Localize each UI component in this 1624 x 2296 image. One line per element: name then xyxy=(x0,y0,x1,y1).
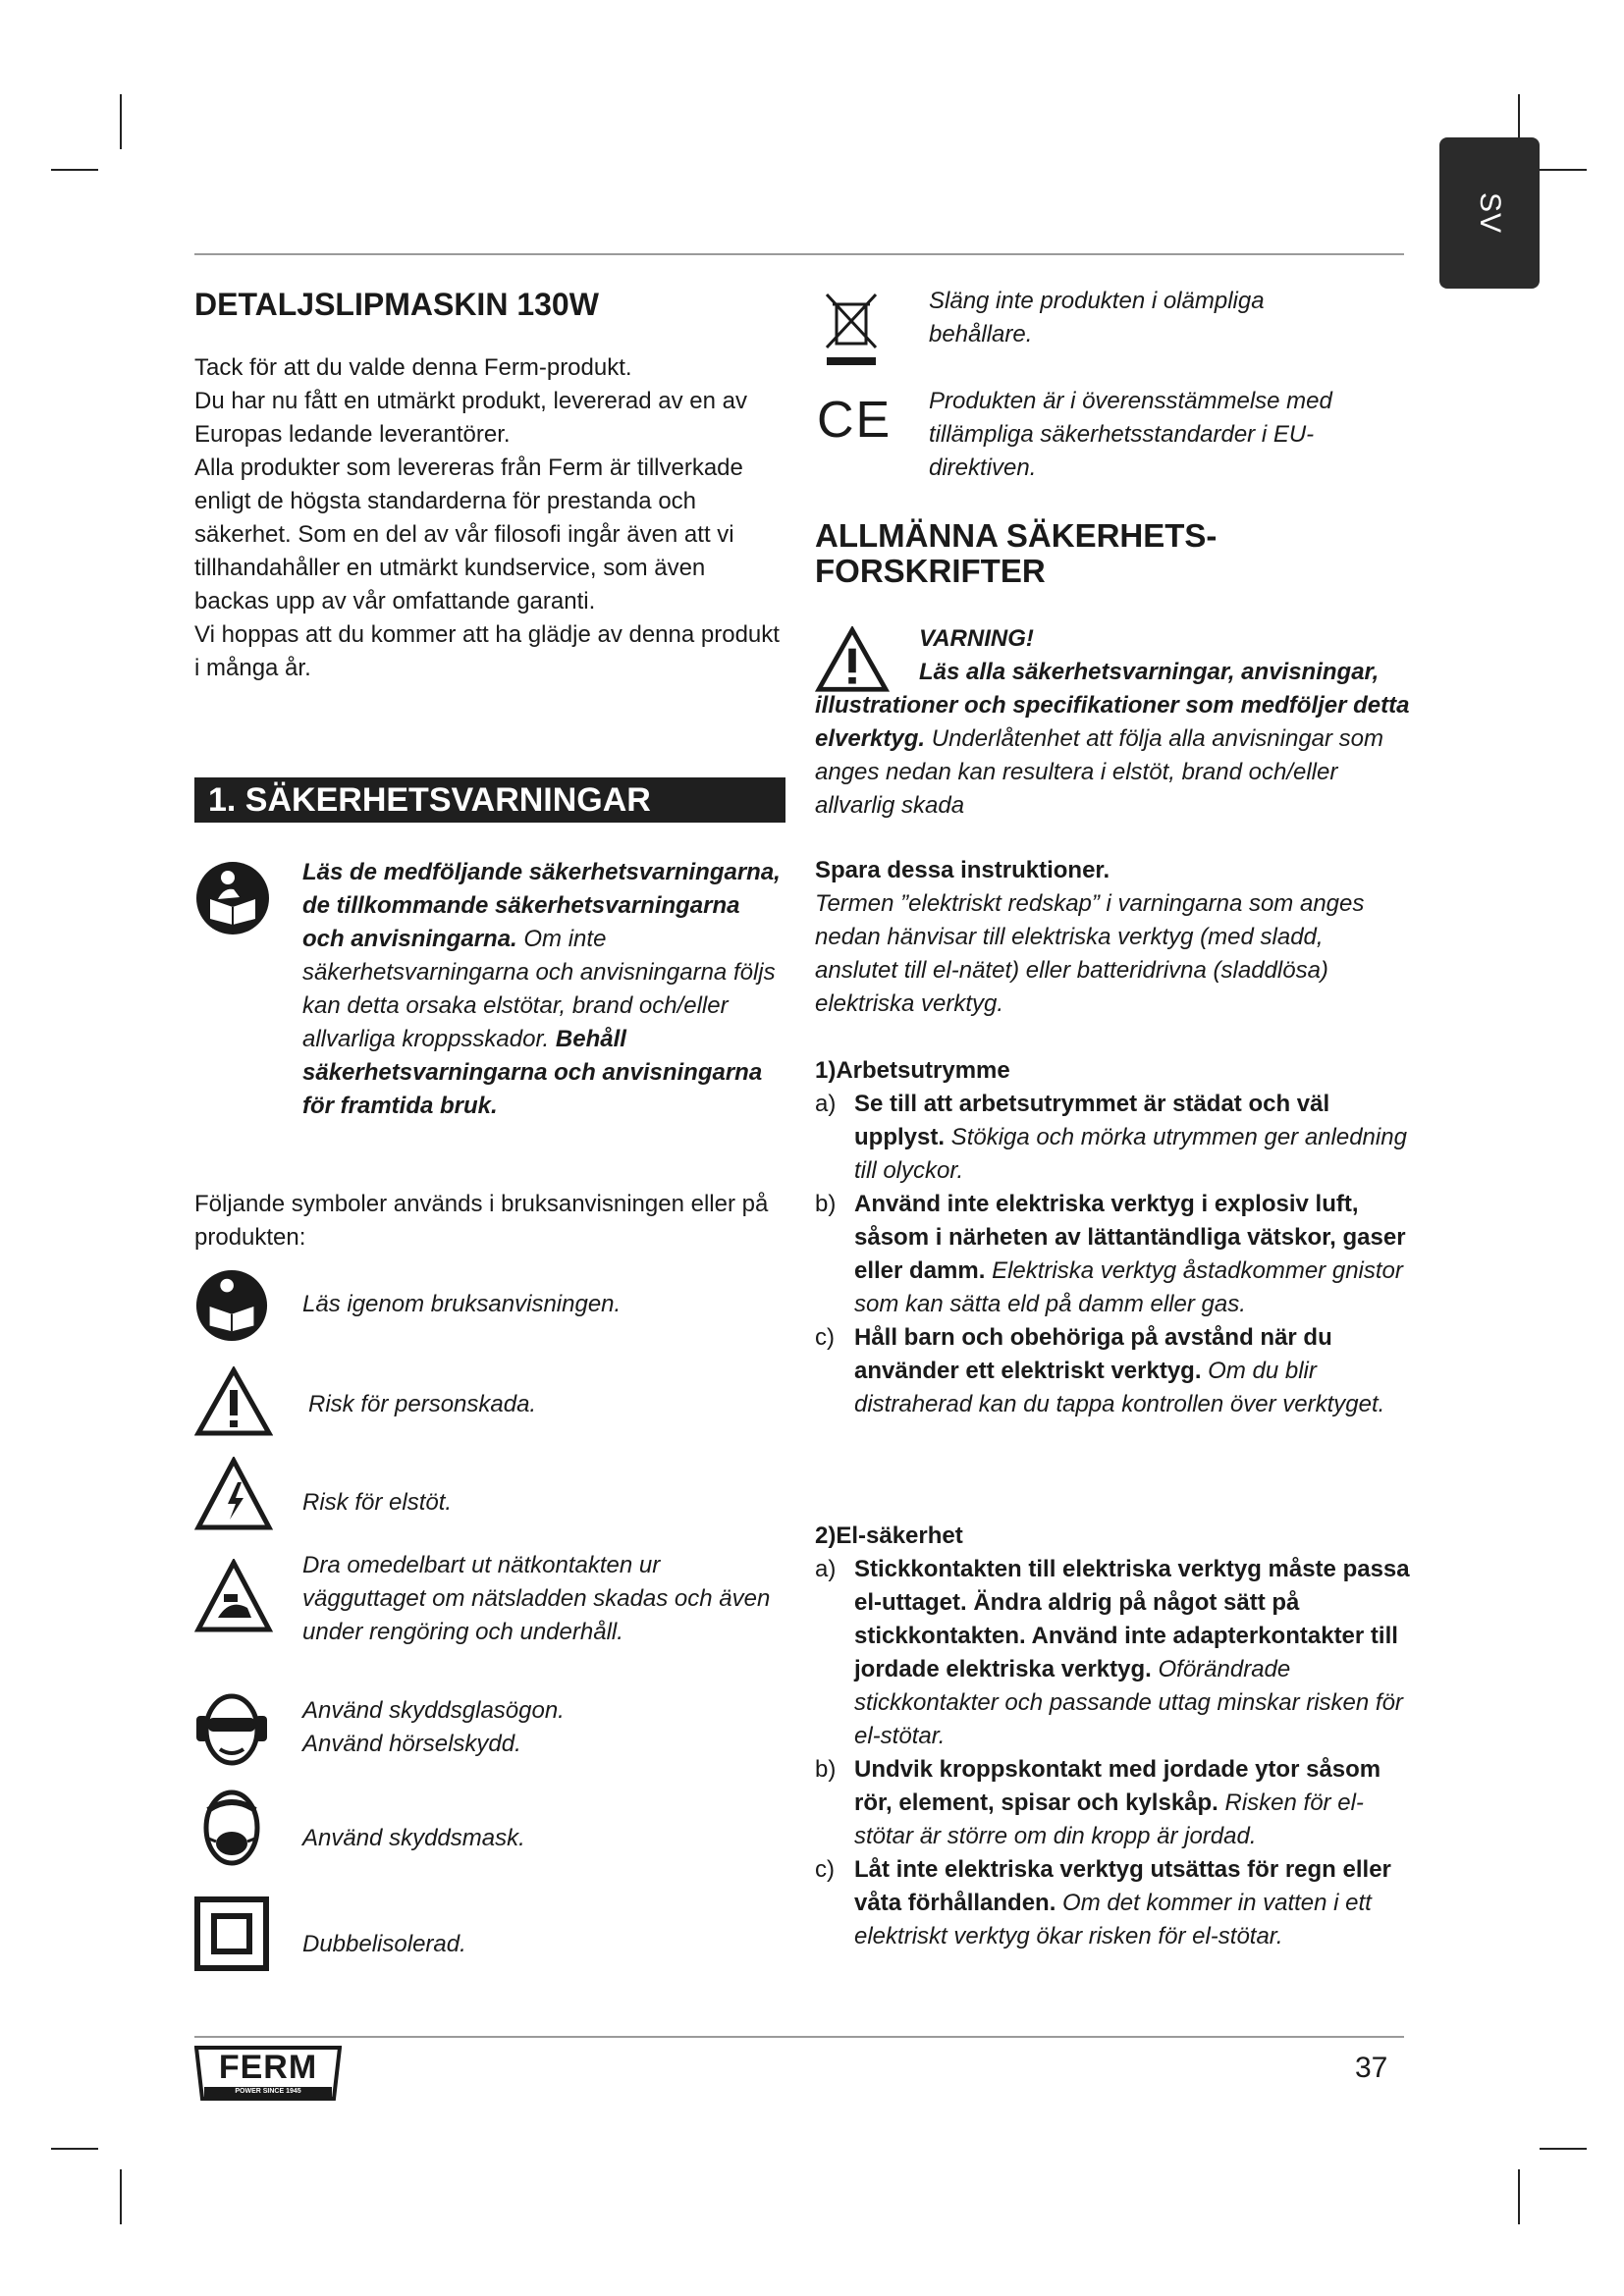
disposal-text: Släng inte produkten i olämpliga behållare. xyxy=(929,288,1265,347)
goggles-ear-protection-icon xyxy=(194,1688,269,1769)
electrical-safety-section xyxy=(815,1520,1410,1953)
read-manual-icon xyxy=(194,860,271,936)
read-block-italic: Om inte säkerhetsvarningarna och anvisningarna följs kan detta orsaka elstötar, brand och/eller allvarliga kroppsskador. xyxy=(302,926,776,1052)
list-item xyxy=(815,1853,1410,1953)
general-safety-heading-line1: ALLMÄNNA SÄKERHETS- xyxy=(815,517,1218,554)
symbol-text: Risk för elstöt. xyxy=(302,1489,453,1516)
dust-mask-icon xyxy=(194,1787,269,1871)
warning-triangle-icon xyxy=(194,1366,273,1437)
work-area-title: 1)Arbetsutrymme xyxy=(815,1057,1010,1084)
crop-mark xyxy=(51,169,98,171)
symbols-intro-text: Följande symboler används i bruksanvisningen eller på produkten: xyxy=(194,1191,769,1251)
list-item-label: a) xyxy=(815,1091,837,1117)
list-item-label: b) xyxy=(815,1756,837,1783)
list-item-bold: Använd inte elektriska verktyg i explosiv luft, såsom i närheten av lättantändliga vätskor, gaser eller damm. xyxy=(854,1191,1406,1284)
ce-text: Produkten är i överensstämmelse med tillämpliga säkerhetsstandarder i EU-direktiven. xyxy=(929,388,1332,481)
general-safety-heading-line2: FORSKRIFTER xyxy=(815,553,1046,589)
save-instructions-title: Spara dessa instruktioner. xyxy=(815,857,1110,883)
section-heading: 1. SÄKERHETSVARNINGAR xyxy=(208,781,651,819)
intro-line: Du har nu fått en utmärkt produkt, levererad av en av Europas ledande leverantörer. xyxy=(194,388,747,448)
header-rule xyxy=(194,253,1404,255)
ce-mark-icon: CE xyxy=(817,392,893,449)
list-item-italic: Oförändrade stickkontakter och passande uttag minskar risken för el-stötar. xyxy=(854,1656,1403,1749)
language-tab xyxy=(1439,137,1540,289)
crop-mark xyxy=(120,2169,122,2224)
list-item-bold: Låt inte elektriska verktyg utsättas för regn eller våta förhållanden. xyxy=(854,1856,1391,1916)
crop-mark xyxy=(120,94,122,149)
ferm-logo xyxy=(194,2046,342,2101)
list-item-label: c) xyxy=(815,1856,835,1883)
crop-mark xyxy=(1518,2169,1520,2224)
list-item xyxy=(815,1553,1410,1753)
warning-bold: Läs alla säkerhetsvarningar, anvisningar, illustrationer och specifikationer som medföljer detta elverktyg. xyxy=(815,659,1410,752)
crop-mark xyxy=(1540,169,1587,171)
section-heading-bar xyxy=(194,777,785,823)
page-number: 37 xyxy=(1355,2052,1388,2084)
read-manual-icon xyxy=(194,1268,269,1343)
list-item-label: c) xyxy=(815,1324,835,1351)
symbol-text: Läs igenom bruksanvisningen. xyxy=(302,1291,622,1317)
general-safety-heading xyxy=(815,518,1404,589)
read-block-bold: Läs de medföljande säkerhetsvarningarna, de tillkommande säkerhetsvarningarna och anvisningarna. xyxy=(302,859,781,952)
symbols-intro xyxy=(194,1188,784,1255)
list-item-label: b) xyxy=(815,1191,837,1217)
left-column xyxy=(194,285,784,685)
page-title: DETALJSLIPMASKIN 130W xyxy=(194,287,599,322)
crop-mark xyxy=(1540,2148,1587,2150)
list-item xyxy=(815,1188,1410,1321)
list-item-italic: Risken för el-stötar är större om din kropp är jordad. xyxy=(854,1789,1364,1849)
list-item xyxy=(815,1321,1410,1421)
symbol-text: Dra omedelbart ut nätkontakten ur vägguttaget om nätsladden skadas och även under rengöring och underhåll. xyxy=(302,1552,771,1645)
warning-triangle-icon xyxy=(815,626,890,693)
list-item-italic: Stökiga och mörka utrymmen ger anledning till olyckor. xyxy=(854,1124,1407,1184)
list-item-italic: Om du blir distraherad kan du tappa kontrollen över verktyget. xyxy=(854,1358,1385,1417)
intro-line: Alla produkter som levereras från Ferm är tillverkade enligt de högsta standarderna för prestanda och säkerhet. Som en del av vår filosofi ingår även att vi tillhandahåller en utmärkt kundservice, som även backas upp av vår omfattande garanti. xyxy=(194,454,743,614)
warning-italic: Underlåtenhet att följa alla anvisningar som anges nedan kan resultera i elstöt, brand och/eller allvarlig skada xyxy=(815,725,1384,819)
unplug-icon xyxy=(194,1559,273,1633)
symbol-text: Dubbelisolerad. xyxy=(302,1931,466,1957)
symbol-text: Risk för personskada. xyxy=(308,1391,537,1417)
list-item-italic: Elektriska verktyg åstadkommer gnistor som kan sätta eld på damm eller gas. xyxy=(854,1257,1403,1317)
list-item-bold: Håll barn och obehöriga på avstånd när du använder ett elektriskt verktyg. xyxy=(854,1324,1332,1384)
list-item-bold: Se till att arbetsutrymmet är städat och väl upplyst. xyxy=(854,1091,1330,1150)
read-block-bold-keep: Behåll säkerhetsvarningarna och anvisningarna för framtida bruk. xyxy=(302,1026,763,1119)
work-area-section xyxy=(815,1054,1410,1421)
symbol-text-ear: Använd hörselskydd. xyxy=(302,1731,521,1757)
save-instructions-text: Termen ”elektriskt redskap” i varningarna som anges nedan hänvisar till elektriska verktyg (med sladd, anslutet till el-nätet) eller batteridrivna (sladdlösa) elektriska verktyg. xyxy=(815,890,1365,1017)
intro-line: Tack för att du valde denna Ferm-produkt. xyxy=(194,354,632,381)
ferm-logo-tagline: POWER SINCE 1945 xyxy=(235,2088,301,2095)
list-item-bold: Stickkontakten till elektriska verktyg måste passa el-uttaget. Ändra aldrig på något sätt på stickkontakten. Använd inte adapterkontakter till jordade elektriska verktyg. xyxy=(854,1556,1410,1682)
list-item-italic: Om det kommer in vatten i ett elektriskt verktyg ökar risken för el-stötar. xyxy=(854,1890,1372,1949)
symbol-text xyxy=(302,1694,774,1761)
save-instructions-block xyxy=(815,854,1404,1021)
crossed-bin-icon xyxy=(823,291,880,371)
list-item-label: a) xyxy=(815,1556,837,1582)
ferm-logo-text: FERM xyxy=(218,2049,318,2086)
intro-line: Vi hoppas att du kommer att ha glädje av denna produkt i många år. xyxy=(194,621,780,681)
footer-rule xyxy=(194,2036,1404,2038)
electrical-safety-title: 2)El-säkerhet xyxy=(815,1522,963,1549)
list-item xyxy=(815,1753,1410,1853)
list-item-bold: Undvik kroppskontakt med jordade ytor såsom rör, element, spisar och kylskåp. xyxy=(854,1756,1381,1816)
warning-block xyxy=(815,622,1410,823)
symbol-text: Använd skyddsmask. xyxy=(302,1825,525,1851)
electric-shock-icon xyxy=(194,1457,273,1531)
crop-mark xyxy=(51,2148,98,2150)
list-item xyxy=(815,1088,1410,1188)
symbol-text-goggles: Använd skyddsglasögon. xyxy=(302,1697,565,1724)
language-tab-label: SV xyxy=(1474,191,1506,235)
double-insulated-icon xyxy=(194,1896,269,1971)
warning-title: VARNING! xyxy=(919,625,1034,652)
